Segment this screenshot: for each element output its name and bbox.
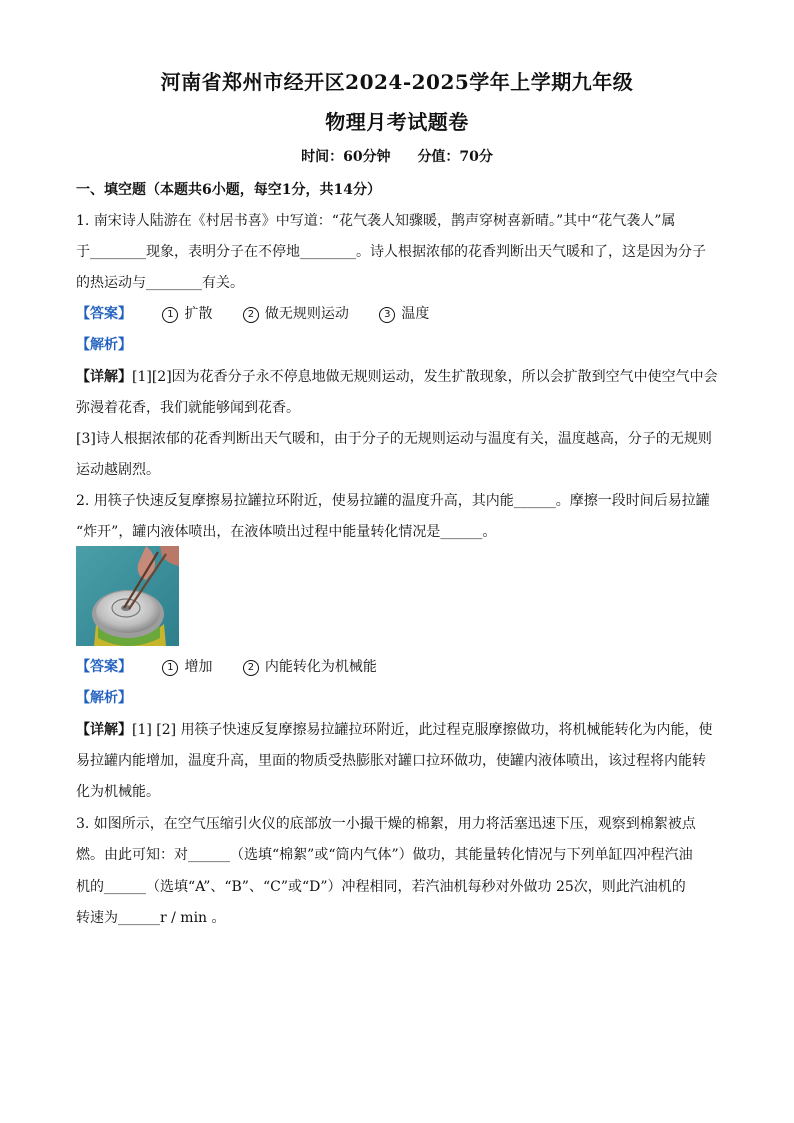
q3-line4: 转速为______r / min 。 [76,910,226,926]
q1-line2: 于________现象，表明分子在不停地________。诗人根据浓郁的花香判断出天气暖和了，这是因为分子 [76,244,706,260]
q1-line1: 1. 南宋诗人陆游在《村居书喜》中写道：“花气袭人知骤暖，鹊声穿树喜新晴。”其中“花气袭人”属 [76,213,676,229]
q2-line2: “炸开”，罐内液体喷出，在液体喷出过程中能量转化情况是______。 [76,524,497,540]
q1-answer-2: 2 做无规则运动 [243,303,349,323]
q1-answer-1: 1 扩散 [162,303,212,323]
section-heading: 一、填空题（本题共6小题，每空1分，共14分） [76,182,381,198]
q1-analysis-tag: 【解析】 [76,337,132,353]
q2-analysis-tag: 【解析】 [76,690,132,706]
q3-line2: 燃。由此可知：对______（选填“棉絮”或“筒内气体”）做功，其能量转化情况与下列单缸四冲程汽油 [76,847,693,863]
q1-detail-line3: [3]诗人根据浓郁的花香判断出天气暖和，由于分子的无规则运动与温度有关，温度越高，分子的无规则 [76,431,712,447]
q1-detail-line2: 弥漫着花香，我们就能够闻到花香。 [76,400,300,416]
q1-detail-line4: 运动越剧烈。 [76,462,160,478]
exam-title-line2: 物理月考试题卷 [325,110,469,134]
q2-answer-2: 2 内能转化为机械能 [243,656,377,676]
q3-line1: 3. 如图所示，在空气压缩引火仪的底部放一小撮干燥的棉絮，用力将活塞迅速下压，观察到棉絮被点 [76,816,696,832]
q1-detail-line1: 【详解】[1][2]因为花香分子永不停息地做无规则运动，发生扩散现象，所以会扩散到空气中使空气中会 [76,369,718,385]
answer-tag: 【答案】 [76,659,132,675]
q2-line1: 2. 用筷子快速反复摩擦易拉罐拉环附近，使易拉罐的温度升高，其内能______。摩擦一段时间后易拉罐 [76,493,710,509]
exam-meta [0,146,794,166]
q2-detail-line3: 化为机械能。 [76,784,160,800]
q2-detail-line1: 【详解】[1] [2] 用筷子快速反复摩擦易拉罐拉环附近，此过程克服摩擦做功，将机械能转化为内能，使 [76,722,713,738]
detail-tag: 【详解】 [76,369,132,385]
q1-answer-3: 3 温度 [379,303,429,323]
q3-line3: 机的______（选填“A”、“B”、“C”或“D”）冲程相同，若汽油机每秒对外做功 25次，则此汽油机的 [76,879,686,895]
q2-detail-line2: 易拉罐内能增加，温度升高，里面的物质受热膨胀对罐口拉环做功，使罐内液体喷出，该过程将内能转 [76,753,706,769]
q1-line3: 的热运动与________有关。 [76,275,244,291]
exam-title-line1: 河南省郑州市经开区2024-2025学年上学期九年级 [160,70,634,94]
q1-answer [76,303,429,323]
exam-score: 分值：70分 [417,149,493,165]
q2-answer-1: 1 增加 [162,656,212,676]
answer-tag: 【答案】 [76,306,132,322]
q2-answer [76,656,377,676]
detail-tag: 【详解】 [76,722,132,738]
can-photo [76,546,179,646]
exam-time: 时间：60分钟 [301,149,391,165]
